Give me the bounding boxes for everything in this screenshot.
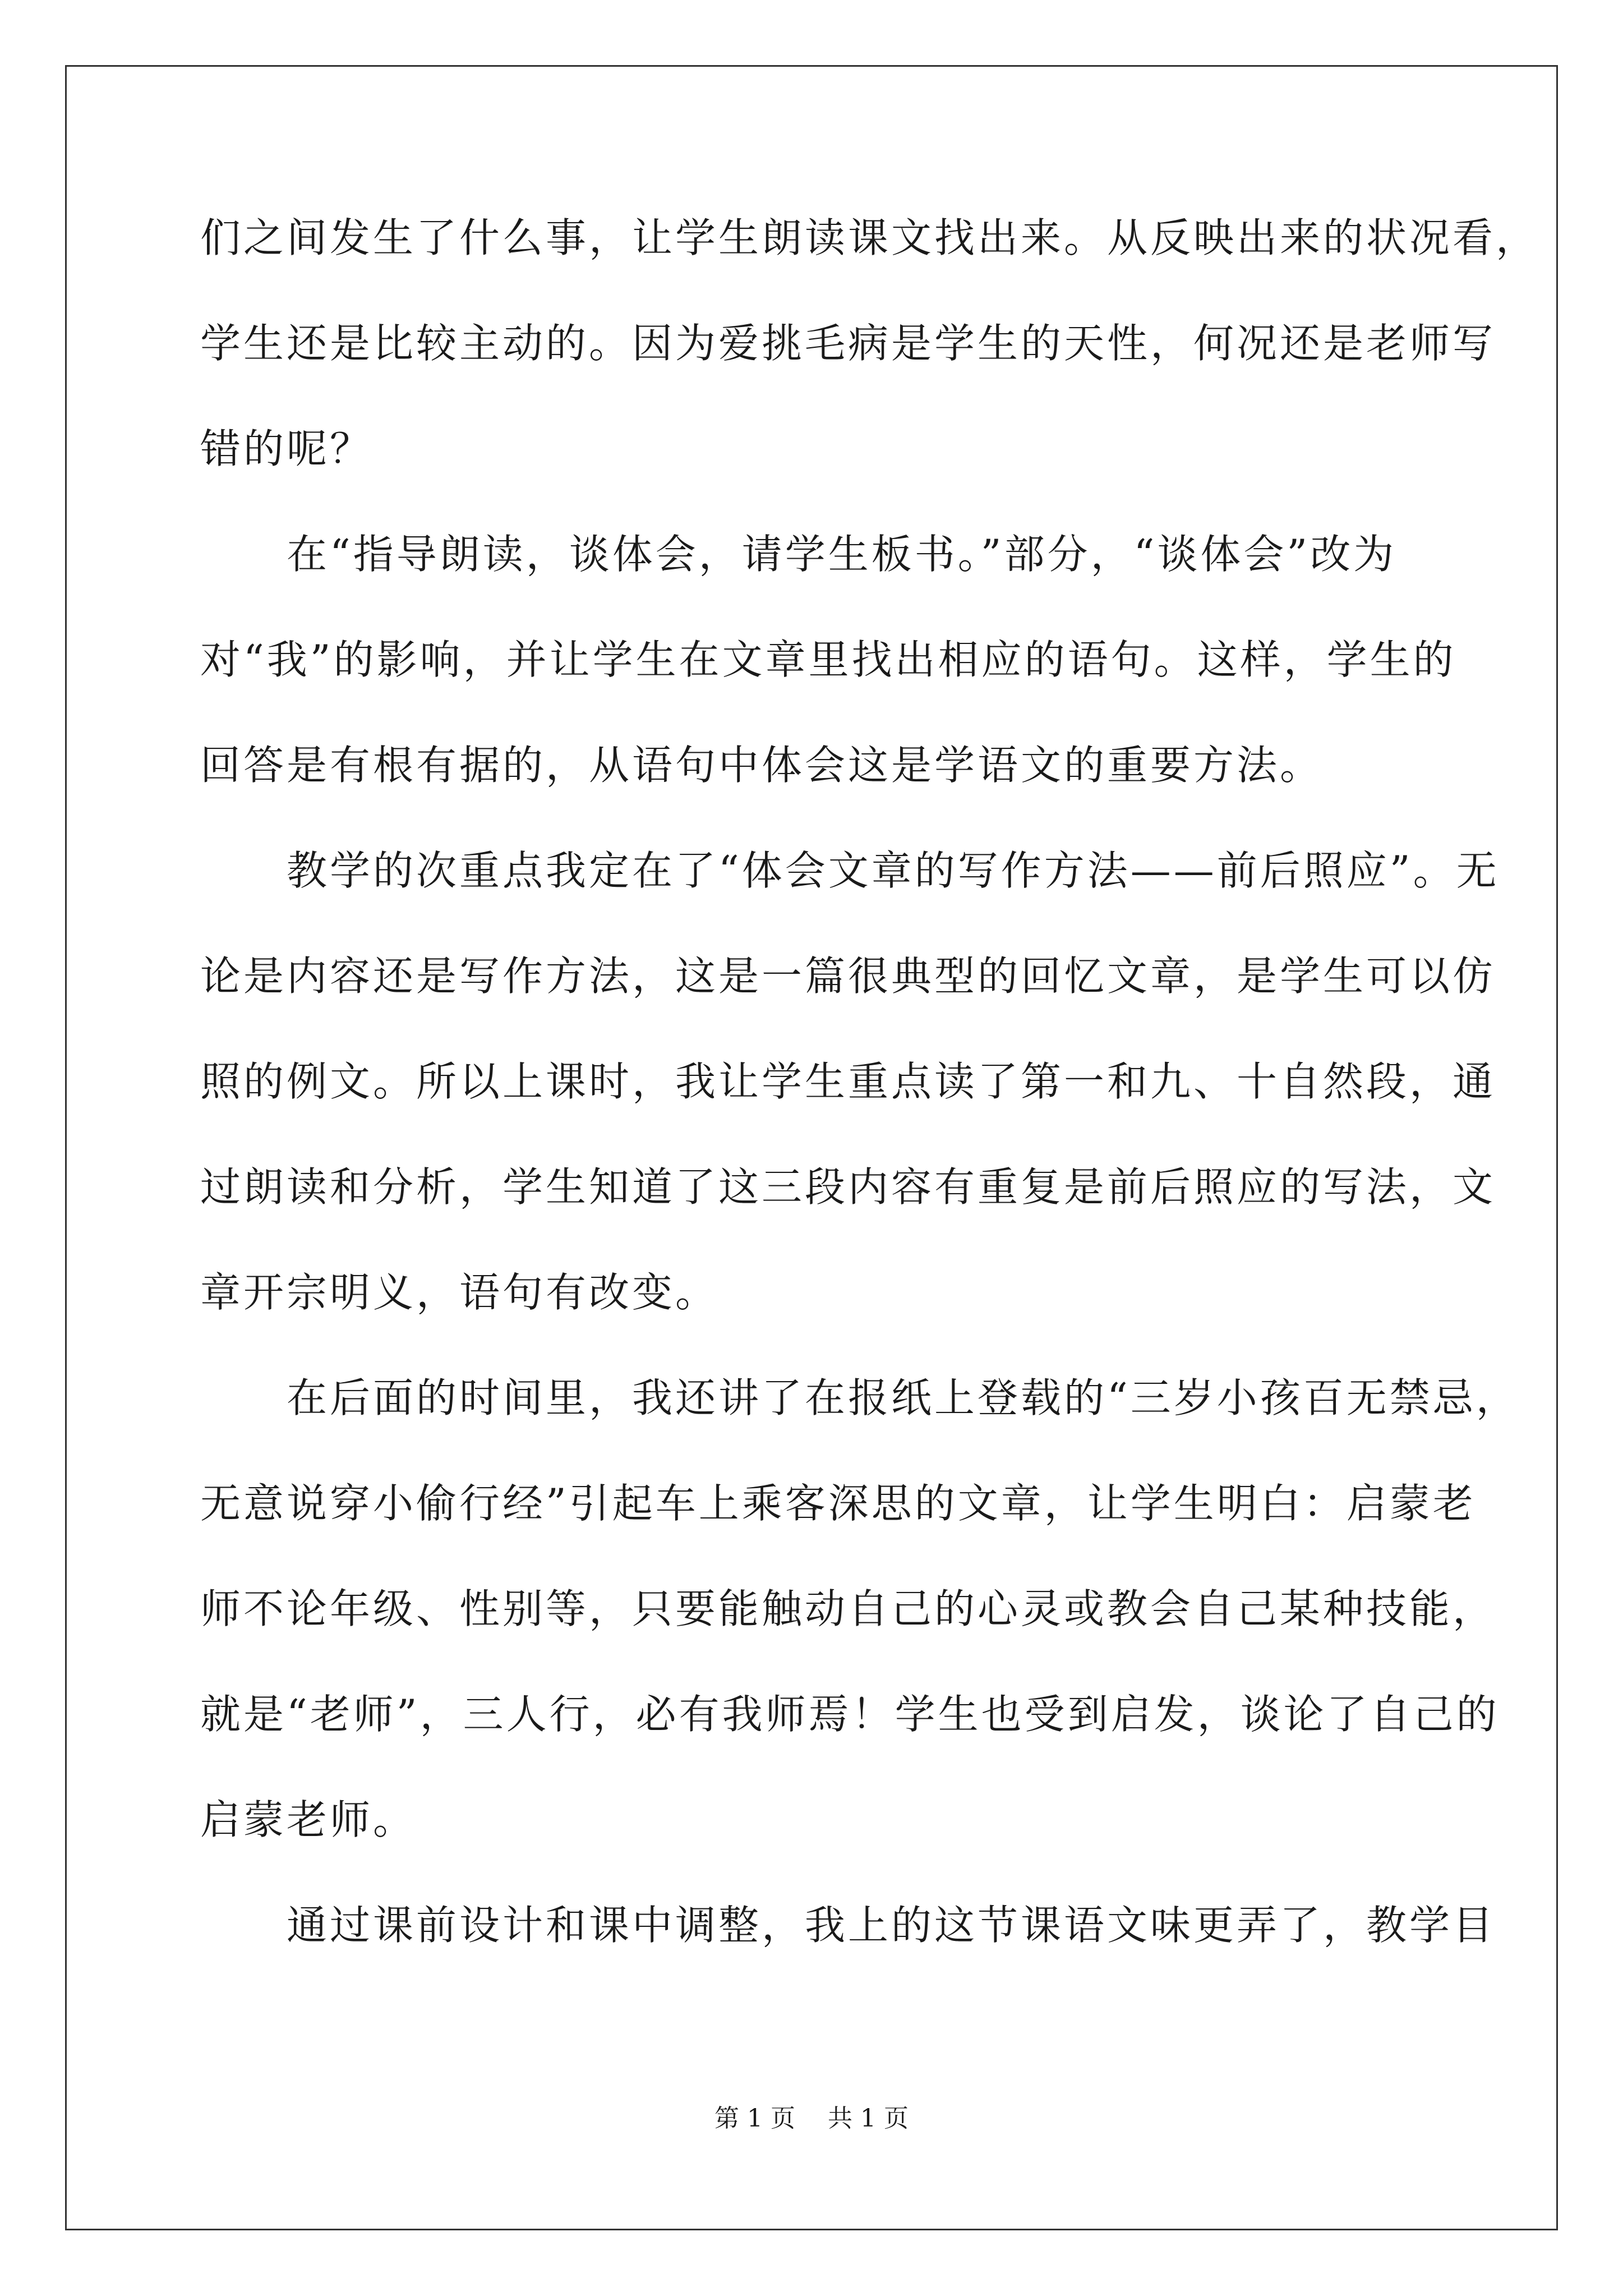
text-line: 学生还是比较主动的。因为爱挑毛病是学生的天性，何况还是老师写 — [200, 320, 1496, 367]
text-line: 通过课前设计和课中调整，我上的这节课语文味更弄了，教学目 — [200, 1902, 1496, 1949]
text-line: 在“指导朗读，谈体会，请学生板书。”部分，“谈体会”改为 — [200, 531, 1397, 578]
text-line: 对“我”的影响，并让学生在文章里找出相应的语句。这样，学生的 — [200, 636, 1456, 683]
text-line: 无意说穿小偷行经”引起车上乘客深思的文章，让学生明白：启蒙老 — [200, 1480, 1476, 1527]
text-line: 过朗读和分析，学生知道了这三段内容有重复是前后照应的写法，文 — [200, 1163, 1496, 1211]
text-line: 就是“老师”，三人行，必有我师焉！学生也受到启发，谈论了自己的 — [200, 1691, 1500, 1738]
text-line: 启蒙老师。 — [200, 1796, 417, 1843]
text-line: 错的呢？ — [200, 425, 374, 472]
text-line: 论是内容还是写作方法，这是一篇很典型的回忆文章，是学生可以仿 — [200, 953, 1496, 1000]
text-line: 师不论年级、性别等，只要能触动自己的心灵或教会自己某种技能， — [200, 1585, 1496, 1632]
page-number-footer: 第 1 页 共 1 页 — [714, 2104, 909, 2133]
text-line: 教学的次重点我定在了“体会文章的写作方法——前后照应”。无 — [200, 847, 1500, 894]
text-line: 在后面的时间里，我还讲了在报纸上登载的“三岁小孩百无禁忌， — [200, 1374, 1519, 1421]
text-line: 回答是有根有据的，从语句中体会这是学语文的重要方法。 — [200, 742, 1324, 789]
text-line: 们之间发生了什么事，让学生朗读课文找出来。从反映出来的状况看， — [200, 214, 1539, 261]
document-body — [200, 185, 1539, 1978]
text-line: 章开宗明义，语句有改变。 — [200, 1269, 719, 1316]
text-line: 照的例文。所以上课时，我让学生重点读了第一和九、十自然段，通 — [200, 1058, 1496, 1105]
